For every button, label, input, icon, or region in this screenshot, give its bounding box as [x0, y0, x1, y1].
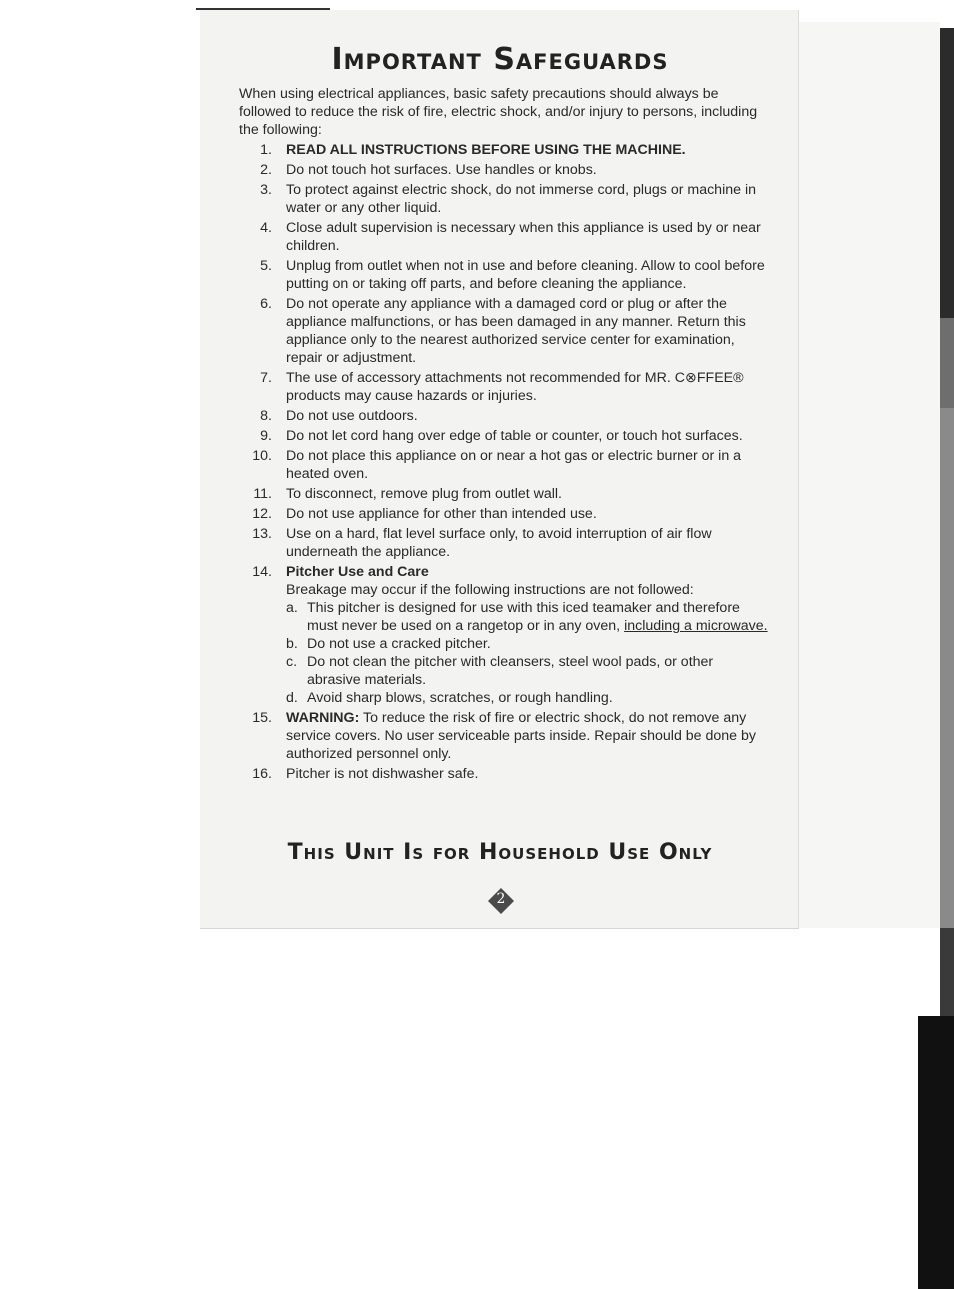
item-text: The use of accessory attachments not recommended for MR. C⊗FFEE® products may cause hazards or injuries.: [286, 370, 744, 404]
scan-edge-shadow: [940, 28, 954, 318]
item-text: Do not operate any appliance with a damaged cord or plug or after the appliance malfunctions, or has been damaged in any manner. Return this appliance only to the nearest authorized service center for examination, repair or adjustment.: [286, 296, 746, 366]
item-number: 10.: [252, 448, 272, 464]
list-item: [239, 369, 769, 405]
page-title: Important Safeguards: [331, 42, 669, 77]
safeguards-list: [239, 141, 769, 785]
item-number: 3.: [260, 182, 272, 198]
list-item-warning: [239, 709, 769, 763]
sub-item: [286, 635, 769, 653]
footer-title: This Unit Is for Household Use Only: [287, 840, 713, 865]
list-item: [239, 407, 769, 425]
item-text: Do not use outdoors.: [286, 408, 418, 424]
item-text: Close adult supervision is necessary when this appliance is used by or near children.: [286, 220, 761, 254]
item-number: 12.: [252, 506, 272, 522]
list-item: [239, 181, 769, 217]
list-item: [239, 257, 769, 293]
item-text: Pitcher is not dishwasher safe.: [286, 766, 479, 782]
item-number: 13.: [252, 526, 272, 542]
sub-item-letter: a.: [286, 600, 298, 616]
page-number: 2: [496, 891, 506, 907]
intro-paragraph: When using electrical appliances, basic safety precautions should always be followed to reduce the risk of fire, electric shock, and/or injury to persons, including the following:: [239, 86, 758, 138]
item-text: Do not place this appliance on or near a hot gas or electric burner or in a heated oven.: [286, 448, 742, 482]
warning-label: WARNING:: [286, 710, 360, 726]
item-number: 11.: [253, 486, 272, 502]
item-text: Unplug from outlet when not in use and before cleaning. Allow to cool before putting on or taking off parts, and before cleaning the appliance.: [286, 258, 765, 292]
item-number: 1.: [260, 142, 272, 158]
list-item: [239, 427, 769, 445]
item-number: 5.: [260, 258, 272, 274]
item-number: 9.: [260, 428, 272, 444]
sub-item-letter: c.: [286, 654, 298, 670]
scan-edge-shadow: [940, 318, 954, 408]
item-text: Do not touch hot surfaces. Use handles or knobs.: [286, 162, 597, 178]
item-text: READ ALL INSTRUCTIONS BEFORE USING THE MACHINE.: [286, 142, 686, 158]
item-number: 15.: [252, 710, 272, 726]
list-item: [239, 765, 769, 783]
item-number: 16.: [252, 766, 272, 782]
sub-item-text: Avoid sharp blows, scratches, or rough handling.: [307, 690, 613, 706]
list-item-pitcher-care: [239, 563, 769, 707]
sub-item-letter: b.: [286, 636, 298, 652]
item-text: Do not use appliance for other than intended use.: [286, 506, 597, 522]
item-text: To protect against electric shock, do not immerse cord, plugs or machine in water or any other liquid.: [286, 182, 756, 216]
list-item: [239, 447, 769, 483]
item-text: Use on a hard, flat level surface only, to avoid interruption of air flow underneath the appliance.: [286, 526, 712, 560]
item-number: 6.: [260, 296, 272, 312]
scan-edge-shadow: [918, 1016, 954, 1289]
item-number: 4.: [260, 220, 272, 236]
item-lead: Breakage may occur if the following instructions are not followed:: [286, 582, 694, 598]
list-item: [239, 161, 769, 179]
sub-item-text: Do not clean the pitcher with cleansers, steel wool pads, or other abrasive materials.: [307, 654, 714, 688]
list-item: [239, 525, 769, 561]
sub-item: [286, 599, 769, 635]
item-body: [286, 563, 769, 707]
list-item: [239, 485, 769, 503]
item-number: 7.: [260, 370, 272, 386]
sub-item-letter: d.: [286, 690, 298, 706]
scan-edge-shadow: [940, 928, 954, 1016]
item-text: Do not let cord hang over edge of table or counter, or touch hot surfaces.: [286, 428, 743, 444]
list-item: [239, 141, 769, 159]
sub-item-text: Do not use a cracked pitcher.: [307, 636, 491, 652]
sub-item: [286, 689, 769, 707]
next-page-edge: [798, 22, 940, 928]
list-item: [239, 219, 769, 255]
list-item: [239, 295, 769, 367]
warning-text: To reduce the risk of fire or electric shock, do not remove any service covers. No user serviceable parts inside. Repair should be done by authorized personnel only.: [286, 710, 757, 762]
item-number: 14.: [252, 564, 272, 580]
sub-item: [286, 653, 769, 689]
item-number: 8.: [260, 408, 272, 424]
item-heading: Pitcher Use and Care: [286, 564, 429, 580]
list-item: [239, 505, 769, 523]
item-text: To disconnect, remove plug from outlet wall.: [286, 486, 562, 502]
item-number: 2.: [260, 162, 272, 178]
scan-edge-shadow: [940, 408, 954, 928]
sub-item-text: [307, 599, 769, 635]
item-text: [286, 709, 769, 763]
underlined-text: including a microwave.: [624, 618, 768, 634]
sub-item-text-main: This pitcher is designed for use with this iced teamaker and therefore must never be used on a rangetop or in any oven,: [307, 600, 740, 634]
